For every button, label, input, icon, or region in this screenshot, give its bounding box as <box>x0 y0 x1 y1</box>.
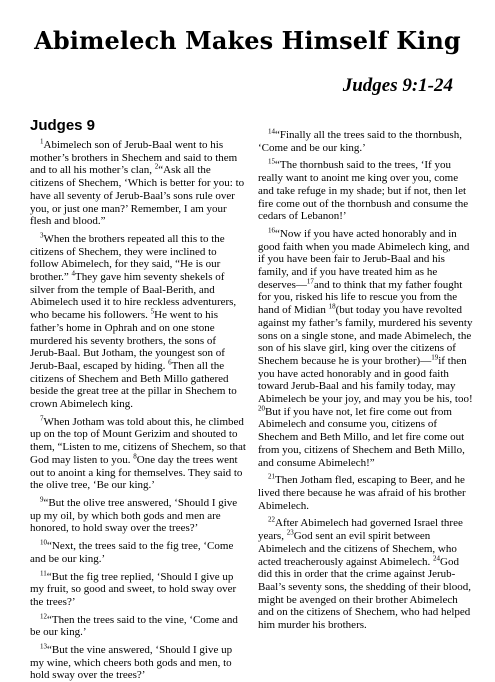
chapter-heading: Judges 9 <box>30 117 96 134</box>
right-text-column <box>258 129 474 634</box>
verse-number: 10 <box>40 538 47 547</box>
verse-text: But if you have not, let fire come out from Abimelech and consume you, citizens of Shechem and Beth Millo, and let fire come out from you, citizens of Shechem and Beth Millo, and consume Abimelech!” <box>258 405 468 469</box>
verse-number: 21 <box>268 472 275 481</box>
verse-number: 8 <box>133 452 137 461</box>
verse-number: 9 <box>40 495 44 504</box>
verse-number: 23 <box>286 528 294 537</box>
scripture-reference: Judges 9:1-24 <box>342 75 453 96</box>
verse-number: 18 <box>328 302 336 311</box>
page-title: Abimelech Makes Himself King <box>34 26 461 55</box>
verse-number: 7 <box>40 414 44 423</box>
verse-number: 11 <box>40 568 47 577</box>
verse-number: 1 <box>40 137 44 146</box>
verse-text: God sent an evil spirit between Abimelech and the citizens of Shechem, who acted treacherously against Abimelech. <box>258 530 460 568</box>
verse-paragraph <box>30 540 246 565</box>
verse-number: 22 <box>268 515 275 524</box>
verse-text: One day the trees went out to anoint a king for themselves. They said to the olive tree, ‘Be our king.’ <box>30 453 246 492</box>
verse-paragraph <box>258 129 474 154</box>
verse-paragraph <box>30 568 246 609</box>
verse-paragraph <box>30 497 246 535</box>
verse-paragraph <box>30 233 246 411</box>
verse-number: 5 <box>150 307 155 316</box>
verse-number: 19 <box>431 353 439 362</box>
verse-number: 13 <box>40 642 47 651</box>
verse-paragraph <box>258 159 474 223</box>
verse-text: “Ask all the citizens of Shechem, ‘Which is better for you: to have all seventy of Jerub-Baal’s sons rule over you, or just one man?’ Remember, I am your flesh and blood.” <box>30 164 247 228</box>
verse-number: 3 <box>40 231 44 240</box>
verse-text: When Jotham was told about this, he climbed up on the top of Mount Gerizim and shouted to them, “Listen to me, citizens of Shechem, so that God may listen to you. <box>30 415 249 466</box>
verse-number: 4 <box>71 269 76 278</box>
verse-text: “Finally all the trees said to the thornbush, ‘Come and be our king.’ <box>258 129 465 154</box>
verse-text: if then you have acted honorably and in good faith toward Jerub-Baal and his family today, may Abimelech be your joy, and may you be his, too! <box>258 354 476 406</box>
verse-text: When the brothers repeated all this to the citizens of Shechem, they were inclined to follow Abimelech, for they said, “He is our brother.” <box>30 232 228 284</box>
verse-paragraph <box>258 474 474 512</box>
verse-number: 15 <box>268 157 275 166</box>
verse-text: God did this in order that the crime against Jerub-Baal’s seventy sons, the shedding of their blood, might be avenged on their brother Abimelech and on the citizens of Shechem, who had helped him murder his brothers. <box>258 555 474 632</box>
verse-text: “Now if you have acted honorably and in good faith when you made Abimelech king, and if you have been fair to Jerub-Baal and his family, and if you have treated him as he deserves— <box>258 227 473 291</box>
verse-text: After Abimelech had governed Israel three years, <box>258 517 466 543</box>
verse-text: “The thornbush said to the trees, ‘If you really want to anoint me king over you, come and take refuge in my shade; but if not, then let fire come out of the thornbush and consume the cedars of Lebanon!’ <box>258 159 471 223</box>
verse-text: and to think that my father fought for you, risked his life to rescue you from the hand of Midian <box>258 278 466 317</box>
verse-number: 12 <box>40 611 47 620</box>
verse-paragraph <box>30 644 246 682</box>
verse-number: 20 <box>258 404 265 413</box>
verse-paragraph <box>30 611 246 639</box>
verse-number: 16 <box>268 226 275 235</box>
verse-text: “But the fig tree replied, ‘Should I give up my fruit, so good and sweet, to hold sway over the trees?’ <box>30 570 239 608</box>
verse-paragraph <box>30 414 249 492</box>
verse-text: “Then the trees said to the vine, ‘Come and be our king.’ <box>30 613 241 639</box>
verse-paragraph <box>258 228 474 469</box>
verse-paragraph <box>258 517 474 631</box>
verse-number: 14 <box>268 127 275 136</box>
verse-number: 6 <box>168 358 172 367</box>
verse-number: 17 <box>306 277 314 286</box>
verse-text: Abimelech son of Jerub-Baal went to his mother’s brothers in Shechem and said to them and to all his mother’s clan, <box>30 139 240 177</box>
verse-text: They gave him seventy shekels of silver from the temple of Baal-Berith, and Abimelech used it to hire reckless adventurers, who became his followers. <box>30 271 239 322</box>
verse-text: (but today you have revolted against my father’s family, murdered his seventy sons on a single stone, and made Abimelech, the son of his slave girl, king over the citizens of Shechem because he is your brother)— <box>258 304 476 367</box>
verse-text: “But the olive tree answered, ‘Should I give up my oil, by which both gods and men are honored, to hold sway over the trees?’ <box>30 496 240 535</box>
verse-text: “Next, the trees said to the fig tree, ‘Come and be our king.’ <box>30 540 237 565</box>
verse-text: He went to his father’s home in Ophrah and on one stone murdered his seventy brothers, the sons of Jerub-Baal. But Jotham, the youngest son of Jerub-Baal, escaped by hiding. <box>30 309 228 372</box>
verse-paragraph <box>30 139 246 228</box>
verse-text: Then Jotham fled, escaping to Beer, and he lived there because he was afraid of his brother Abimelech. <box>258 474 468 512</box>
verse-text: “But the vine answered, ‘Should I give up my wine, which cheers both gods and men, to hold sway over the trees?’ <box>30 644 235 682</box>
verse-text: Then all the citizens of Shechem and Beth Millo gathered beside the great tree at the pillar in Shechem to crown Abimelech king. <box>30 359 240 411</box>
left-text-column <box>30 137 249 682</box>
verse-number: 24 <box>433 553 441 562</box>
verse-number: 2 <box>154 162 159 171</box>
